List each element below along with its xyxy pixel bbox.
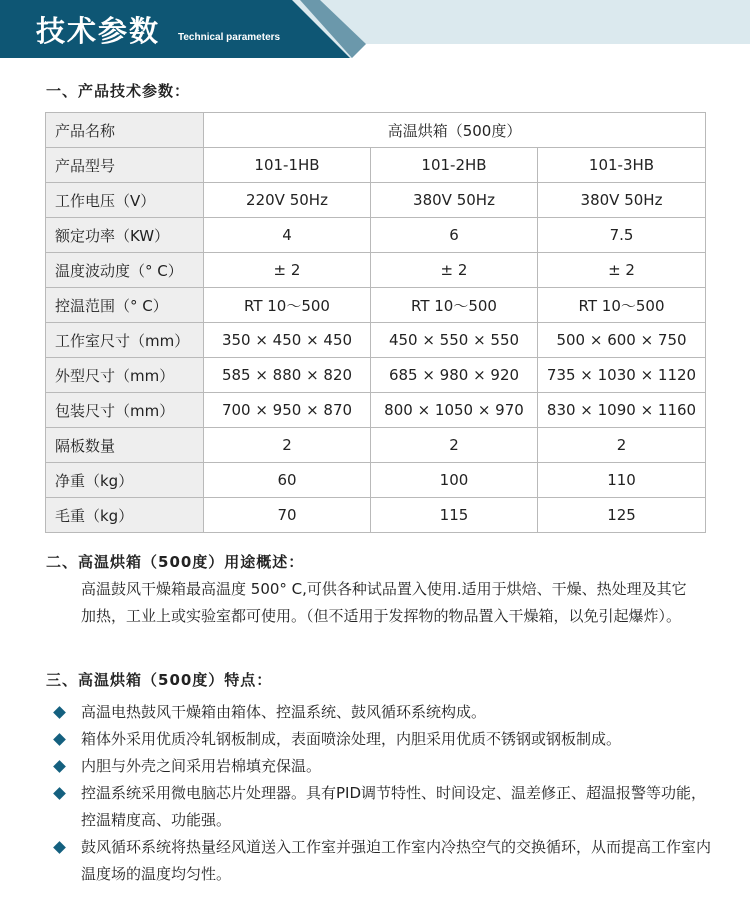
- section-params-heading: 一、产品技术参数：: [46, 82, 191, 100]
- table-row: [46, 463, 706, 498]
- table-row: [46, 253, 706, 288]
- diamond-bullet-icon: [53, 706, 66, 719]
- row-label: 工作室尺寸（mm）: [46, 323, 204, 358]
- table-row: [46, 323, 706, 358]
- parameters-table-body: [46, 113, 706, 533]
- table-cell: 735 × 1030 × 1120: [538, 358, 706, 393]
- list-item: [52, 753, 712, 780]
- table-cell: 380V 50Hz: [371, 183, 538, 218]
- parameters-table: [45, 112, 706, 533]
- table-cell: 115: [371, 498, 538, 533]
- table-cell: RT 10～500: [371, 288, 538, 323]
- table-cell: 110: [538, 463, 706, 498]
- table-cell: ± 2: [371, 253, 538, 288]
- table-cell: ± 2: [538, 253, 706, 288]
- table-cell: 380V 50Hz: [538, 183, 706, 218]
- feature-text: 高温电热鼓风干燥箱由箱体、控温系统、鼓风循环系统构成。: [81, 703, 487, 721]
- row-label: 温度波动度（° C）: [46, 253, 204, 288]
- list-item: [52, 780, 712, 834]
- table-cell: 101-2HB: [371, 148, 538, 183]
- table-row: [46, 393, 706, 428]
- list-item: [52, 834, 712, 888]
- section-usage-heading: 二、高温烘箱（500度）用途概述：: [46, 553, 305, 571]
- table-cell: 585 × 880 × 820: [204, 358, 371, 393]
- table-cell: 4: [204, 218, 371, 253]
- table-cell: 60: [204, 463, 371, 498]
- table-cell: 6: [371, 218, 538, 253]
- feature-text: 鼓风循环系统将热量经风道送入工作室并强迫工作室内冷热空气的交换循环，从而提高工作室内温度场的温度均匀性。: [81, 838, 712, 883]
- table-row: [46, 288, 706, 323]
- table-cell: 2: [538, 428, 706, 463]
- table-row: [46, 428, 706, 463]
- usage-paragraph: 高温鼓风干燥箱最高温度 500° C,可供各种试品置入使用.适用于烘焙、干燥、热处理及其它加热，工业上或实验室都可使用。（但不适用于发挥物的物品置入干燥箱，以免引起爆炸）。: [81, 580, 687, 625]
- row-label: 产品型号: [46, 148, 204, 183]
- table-cell: 450 × 550 × 550: [371, 323, 538, 358]
- row-label: 工作电压（V）: [46, 183, 204, 218]
- table-cell: 700 × 950 × 870: [204, 393, 371, 428]
- table-cell: 125: [538, 498, 706, 533]
- list-item: [52, 726, 712, 753]
- table-row: [46, 183, 706, 218]
- table-row: [46, 113, 706, 148]
- row-label: 隔板数量: [46, 428, 204, 463]
- table-cell: 830 × 1090 × 1160: [538, 393, 706, 428]
- diamond-bullet-icon: [53, 733, 66, 746]
- table-cell: 800 × 1050 × 970: [371, 393, 538, 428]
- product-name-cell: 高温烘箱（500度）: [204, 113, 706, 148]
- table-cell: 220V 50Hz: [204, 183, 371, 218]
- table-cell: 101-3HB: [538, 148, 706, 183]
- row-label: 额定功率（KW）: [46, 218, 204, 253]
- header-banner: [0, 0, 750, 58]
- table-cell: 2: [204, 428, 371, 463]
- table-cell: 7.5: [538, 218, 706, 253]
- table-cell: 101-1HB: [204, 148, 371, 183]
- table-row: [46, 148, 706, 183]
- table-cell: RT 10～500: [204, 288, 371, 323]
- feature-text: 内胆与外壳之间采用岩棉填充保温。: [81, 757, 322, 775]
- table-cell: 70: [204, 498, 371, 533]
- section-features-heading: 三、高温烘箱（500度）特点：: [46, 671, 273, 689]
- row-label: 包装尺寸（mm）: [46, 393, 204, 428]
- feature-text: 控温系统采用微电脑芯片处理器。具有PID调节特性、时间设定、温差修正、超温报警等功能，控温精度高、功能强。: [81, 784, 707, 829]
- table-row: [46, 498, 706, 533]
- table-cell: ± 2: [204, 253, 371, 288]
- diamond-bullet-icon: [53, 787, 66, 800]
- row-label: 控温范围（° C）: [46, 288, 204, 323]
- row-label: 产品名称: [46, 113, 204, 148]
- table-cell: 100: [371, 463, 538, 498]
- list-item: [52, 699, 712, 726]
- table-row: [46, 218, 706, 253]
- table-cell: 500 × 600 × 750: [538, 323, 706, 358]
- table-cell: 685 × 980 × 920: [371, 358, 538, 393]
- features-list: [52, 699, 712, 888]
- row-label: 净重（kg）: [46, 463, 204, 498]
- diamond-bullet-icon: [53, 760, 66, 773]
- table-cell: 2: [371, 428, 538, 463]
- page-subtitle: Technical parameters: [178, 32, 281, 43]
- table-cell: 350 × 450 × 450: [204, 323, 371, 358]
- row-label: 外型尺寸（mm）: [46, 358, 204, 393]
- feature-text: 箱体外采用优质冷轧钢板制成，表面喷涂处理，内胆采用优质不锈钢或钢板制成。: [81, 730, 622, 748]
- row-label: 毛重（kg）: [46, 498, 204, 533]
- table-row: [46, 358, 706, 393]
- page-title: 技术参数: [36, 14, 161, 48]
- diamond-bullet-icon: [53, 841, 66, 854]
- table-cell: RT 10～500: [538, 288, 706, 323]
